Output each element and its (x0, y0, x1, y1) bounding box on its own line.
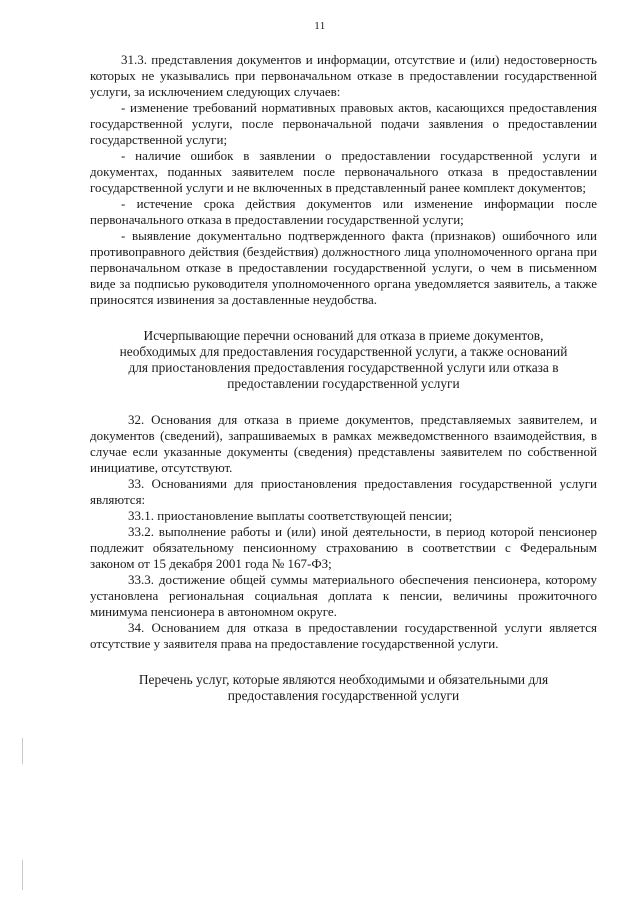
list-item: - истечение срока действия документов или изменение информации после первоначального отказа в предоставлении государственной услуги; (90, 196, 597, 227)
paragraph-33-1: 33.1. приостановление выплаты соответствующей пенсии; (128, 508, 453, 523)
section-32-34 (90, 412, 597, 652)
section-heading-refusal-grounds (90, 328, 597, 392)
heading-line: предоставлении государственной услуги (227, 376, 460, 391)
section-31-3 (90, 52, 597, 308)
heading-line: необходимых для предоставления государственной услуги, а также оснований (119, 344, 568, 359)
section-heading-required-services (90, 672, 597, 704)
heading-line: для приостановления предоставления государственной услуги или отказа в (128, 360, 559, 375)
list-item: - наличие ошибок в заявлении о предоставлении государственной услуги и документах, поданных заявителем после первоначального отказа в предоставлении государственной услуги и не включенных в представленный ранее комплект документов; (90, 148, 597, 195)
heading-line: предоставления государственной услуги (227, 688, 460, 703)
scan-margin-mark (22, 738, 23, 764)
paragraph-33: 33. Основаниями для приостановления предоставления государственной услуги являются: (90, 476, 597, 507)
paragraph-33-3: 33.3. достижение общей суммы материального обеспечения пенсионера, которому установлена региональная социальная доплата к пенсии, величины прожиточного минимума пенсионера в автономном округе. (90, 572, 597, 619)
paragraph-33-2: 33.2. выполнение работы и (или) иной деятельности, в период которой пенсионер подлежит обязательному пенсионному страхованию в соответствии с Федеральным законом от 15 декабря 2001 года № 167-ФЗ; (90, 524, 597, 571)
paragraph-32: 32. Основания для отказа в приеме документов, представляемых заявителем, и документов (сведений), запрашиваемых в рамках межведомственного взаимодействия, в случае если указанные документы (сведения) представлены заявителем по собственной инициативе, отсутствуют. (90, 412, 597, 475)
paragraph-31-3-intro: 31.3. представления документов и информации, отсутствие и (или) недостоверность которых не указывались при первоначальном отказе в предоставлении государственной услуги, за исключением следующих случаев: (90, 52, 597, 99)
list-item: - изменение требований нормативных правовых актов, касающихся предоставления государственной услуги, после первоначальной подачи заявления о предоставлении государственной услуги; (90, 100, 597, 147)
heading-line: Перечень услуг, которые являются необходимыми и обязательными для (138, 672, 549, 687)
paragraph-34: 34. Основанием для отказа в предоставлении государственной услуги является отсутствие у заявителя права на предоставление государственной услуги. (90, 620, 597, 651)
page-number: 11 (314, 20, 326, 32)
scan-margin-mark (22, 860, 23, 890)
heading-line: Исчерпывающие перечни оснований для отказа в приеме документов, (143, 328, 544, 343)
document-body (90, 52, 597, 704)
list-item: - выявление документально подтвержденного факта (признаков) ошибочного или противоправного действия (бездействия) должностного лица уполномоченного органа при первоначальном отказе в предоставлении государственной услуги, о чем в письменном виде за подписью руководителя уполномоченного органа уведомляется заявитель, а также приносятся извинения за доставленные неудобства. (90, 228, 597, 307)
